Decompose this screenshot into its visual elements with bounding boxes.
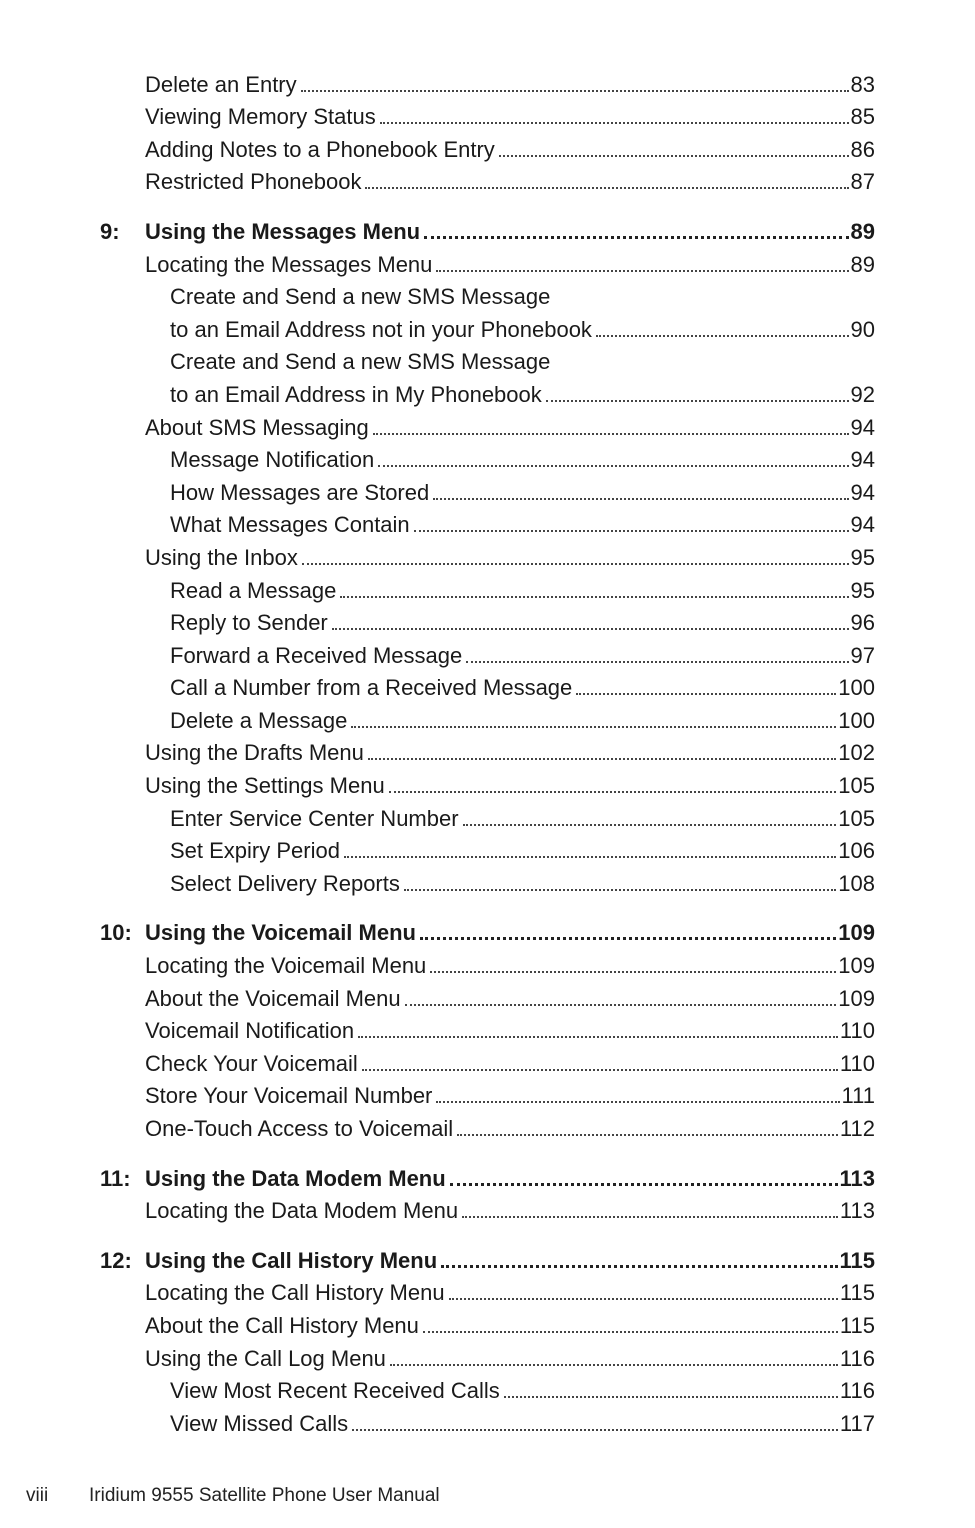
toc-dot-leader (462, 1216, 838, 1218)
toc-entry-page: 87 (850, 169, 875, 195)
toc-entry-title: Read a Message (170, 577, 337, 603)
toc-entry[interactable] (0, 102, 975, 135)
toc-entry[interactable] (0, 1048, 975, 1081)
toc-entry-page: 97 (850, 642, 875, 668)
toc-entry-title: Locating the Voicemail Menu (145, 953, 427, 979)
footer-page-number: viii (26, 1485, 49, 1506)
toc-dot-leader (504, 1396, 838, 1398)
toc-entry-page: 108 (838, 870, 875, 896)
toc-entry-title: Using the Data Modem Menu (145, 1165, 446, 1191)
toc-entry-title: View Missed Calls (170, 1410, 349, 1436)
toc-entry-page: 102 (838, 740, 875, 766)
toc-entry-page: 112 (839, 1116, 875, 1141)
toc-entry-page: 86 (850, 136, 875, 162)
toc-dot-leader (423, 1331, 838, 1333)
toc-entry-title: What Messages Contain (170, 512, 410, 538)
toc-entry[interactable] (0, 167, 975, 200)
toc-entry-page: 94 (850, 479, 875, 505)
toc-entry-title: Enter Service Center Number (170, 805, 459, 831)
toc-entry-page: 94 (850, 447, 875, 473)
toc-entry[interactable] (0, 1113, 975, 1146)
toc-entry-title: About SMS Messaging (145, 414, 369, 440)
toc-entry-page: 100 (838, 675, 875, 701)
toc-dot-leader (405, 1004, 837, 1006)
toc-chapter-number: 10: (100, 920, 132, 946)
toc-entry-page: 89 (850, 218, 875, 244)
toc-dot-leader (332, 628, 849, 630)
toc-dot-leader (340, 596, 848, 598)
toc-entry-page: 96 (850, 610, 875, 636)
toc-entry-page: 94 (850, 414, 875, 440)
toc-entry-title: Restricted Phonebook (145, 169, 362, 195)
toc-dot-leader (436, 270, 848, 272)
table-of-contents (0, 69, 975, 1441)
toc-entry-title: Using the Call History Menu (145, 1247, 438, 1273)
toc-dot-leader (420, 937, 836, 940)
toc-dot-leader (436, 1101, 839, 1103)
toc-dot-leader (430, 971, 836, 973)
toc-entry[interactable] (0, 770, 975, 803)
footer-document-title: Iridium 9555 Satellite Phone User Manual (89, 1485, 440, 1506)
toc-chapter-number: 9: (100, 218, 120, 244)
toc-entry-title: How Messages are Stored (170, 479, 430, 505)
toc-entry-title: Using the Drafts Menu (145, 740, 364, 766)
toc-entry-page: 95 (850, 544, 875, 570)
toc-entry-page: 109 (838, 920, 875, 946)
toc-entry[interactable] (0, 314, 975, 347)
toc-entry-page: 100 (838, 707, 875, 733)
toc-dot-leader (441, 1265, 837, 1268)
toc-entry[interactable] (0, 1376, 975, 1409)
toc-entry-page: 106 (838, 838, 875, 864)
toc-entry-page: 83 (850, 71, 875, 97)
toc-entry-title: Locating the Data Modem Menu (145, 1198, 459, 1224)
toc-entry[interactable] (0, 134, 975, 167)
toc-entry[interactable] (0, 803, 975, 836)
toc-dot-leader (433, 498, 848, 500)
toc-entry[interactable] (0, 379, 975, 412)
toc-entry-page: 111 (841, 1083, 875, 1109)
toc-entry-title: About the Voicemail Menu (145, 985, 401, 1011)
toc-dot-leader (457, 1134, 838, 1136)
toc-entry[interactable] (0, 705, 975, 738)
toc-entry-title: Reply to Sender (170, 610, 328, 636)
toc-entry[interactable] (0, 477, 975, 510)
toc-dot-leader (351, 726, 836, 728)
toc-entry-title: Viewing Memory Status (145, 104, 376, 130)
toc-entry-page: 109 (838, 953, 875, 979)
toc-entry-title: Locating the Call History Menu (145, 1280, 445, 1306)
toc-dot-leader (424, 236, 848, 239)
toc-entry-title: Using the Voicemail Menu (145, 920, 416, 946)
toc-entry-title: Message Notification (170, 447, 375, 473)
toc-entry[interactable] (0, 510, 975, 543)
toc-entry-page: 113 (839, 1198, 875, 1224)
toc-dot-leader (450, 1183, 838, 1186)
toc-entry-page: 115 (839, 1247, 875, 1273)
toc-entry-title: Create and Send a new SMS Message (170, 349, 551, 375)
toc-dot-leader (362, 1069, 838, 1071)
toc-dot-leader (499, 155, 849, 157)
toc-entry[interactable] (0, 836, 975, 869)
toc-dot-leader (378, 465, 848, 467)
toc-entry-title: Voicemail Notification (145, 1018, 355, 1044)
toc-entry-title: About the Call History Menu (145, 1312, 419, 1338)
toc-entry[interactable] (0, 868, 975, 901)
toc-entry-title: Adding Notes to a Phonebook Entry (145, 136, 495, 162)
toc-entry-page: 90 (850, 316, 875, 342)
toc-entry[interactable] (0, 445, 975, 478)
toc-entry-page: 113 (839, 1165, 875, 1191)
toc-entry[interactable] (0, 249, 975, 282)
toc-dot-leader (368, 758, 836, 760)
toc-entry[interactable] (0, 1278, 975, 1311)
toc-entry[interactable] (0, 542, 975, 575)
toc-chapter-entry[interactable] (0, 918, 975, 951)
toc-dot-leader (373, 433, 849, 435)
toc-entry[interactable] (0, 950, 975, 983)
toc-entry[interactable] (0, 412, 975, 445)
toc-dot-leader (358, 1036, 838, 1038)
toc-entry[interactable] (0, 347, 975, 380)
toc-entry-title: to an Email Address in My Phonebook (170, 381, 542, 407)
toc-chapter-number: 11: (100, 1165, 131, 1191)
toc-entry-title: One-Touch Access to Voicemail (145, 1116, 454, 1141)
toc-entry[interactable] (0, 575, 975, 608)
toc-entry-page: 109 (838, 985, 875, 1011)
toc-dot-leader (365, 187, 848, 189)
toc-entry-title: Using the Messages Menu (145, 218, 421, 244)
toc-entry[interactable] (0, 608, 975, 641)
toc-entry-page: 105 (838, 773, 875, 799)
toc-entry-page: 105 (838, 805, 875, 831)
toc-entry-title: Using the Call Log Menu (145, 1345, 386, 1371)
toc-entry-title: Using the Settings Menu (145, 773, 385, 799)
toc-entry-title: Using the Inbox (145, 544, 298, 570)
toc-chapter-entry[interactable] (0, 1163, 975, 1196)
toc-chapter-entry[interactable] (0, 216, 975, 249)
toc-entry-title: Select Delivery Reports (170, 870, 400, 896)
toc-dot-leader (546, 400, 849, 402)
toc-entry[interactable] (0, 1343, 975, 1376)
toc-entry-title: Locating the Messages Menu (145, 251, 433, 277)
toc-entry-page: 95 (850, 577, 875, 603)
toc-entry-page: 115 (839, 1280, 875, 1306)
page-footer (0, 1483, 975, 1511)
toc-entry-title: Call a Number from a Received Message (170, 675, 573, 701)
toc-entry[interactable] (0, 983, 975, 1016)
toc-entry-page: 85 (850, 104, 875, 130)
toc-dot-leader (596, 335, 849, 337)
toc-entry-page: 92 (850, 381, 875, 407)
toc-entry-page: 110 (839, 1018, 875, 1044)
toc-entry-title: Check Your Voicemail (145, 1050, 358, 1076)
toc-dot-leader (466, 661, 848, 663)
toc-entry-title: Set Expiry Period (170, 838, 340, 864)
toc-entry-title: to an Email Address not in your Phonebook (170, 316, 592, 342)
toc-entry[interactable] (0, 282, 975, 315)
toc-entry[interactable] (0, 640, 975, 673)
toc-entry-page: 89 (850, 251, 875, 277)
toc-entry[interactable] (0, 738, 975, 771)
toc-entry-title: Delete an Entry (145, 71, 297, 97)
toc-dot-leader (449, 1298, 838, 1300)
toc-dot-leader (389, 791, 837, 793)
toc-dot-leader (390, 1364, 838, 1366)
toc-entry[interactable] (0, 673, 975, 706)
toc-entry-page: 110 (839, 1050, 875, 1076)
toc-entry-title: Create and Send a new SMS Message (170, 284, 551, 310)
toc-entry[interactable] (0, 1016, 975, 1049)
toc-entry[interactable] (0, 1081, 975, 1114)
toc-dot-leader (404, 889, 836, 891)
toc-dot-leader (302, 563, 849, 565)
toc-entry-title: Store Your Voicemail Number (145, 1083, 433, 1109)
toc-entry[interactable] (0, 69, 975, 102)
toc-entry-page: 94 (850, 512, 875, 538)
toc-dot-leader (352, 1429, 838, 1431)
toc-entry[interactable] (0, 1310, 975, 1343)
toc-chapter-number: 12: (100, 1247, 132, 1273)
toc-dot-leader (463, 824, 837, 826)
toc-entry[interactable] (0, 1196, 975, 1229)
toc-dot-leader (344, 856, 836, 858)
toc-dot-leader (576, 693, 836, 695)
toc-entry-title: Forward a Received Message (170, 642, 463, 668)
toc-dot-leader (380, 122, 849, 124)
toc-chapter-entry[interactable] (0, 1245, 975, 1278)
toc-entry-page: 116 (839, 1378, 875, 1404)
toc-dot-leader (414, 530, 849, 532)
toc-dot-leader (301, 90, 849, 92)
toc-entry-title: Delete a Message (170, 707, 348, 733)
toc-entry-page: 115 (839, 1312, 875, 1338)
toc-entry-page: 117 (839, 1410, 875, 1436)
toc-entry[interactable] (0, 1408, 975, 1441)
toc-entry-page: 116 (839, 1345, 875, 1371)
toc-entry-title: View Most Recent Received Calls (170, 1378, 500, 1404)
